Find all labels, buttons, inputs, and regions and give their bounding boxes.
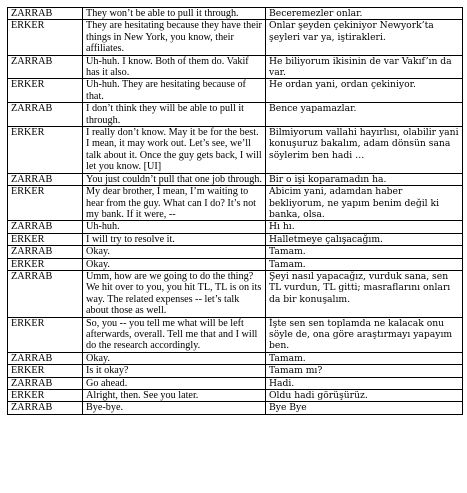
english-text-cell: Uh-huh. I know. Both of them do. Vakif has it also. (83, 55, 266, 79)
transcript-row (8, 233, 463, 245)
transcript-row (8, 390, 463, 402)
speaker-cell: ZARRAB (8, 8, 83, 20)
english-text-cell: Okay. (83, 258, 266, 270)
english-text-cell: I will try to resolve it. (83, 233, 266, 245)
speaker-cell: ZARRAB (8, 173, 83, 185)
english-text-cell: Go ahead. (83, 377, 266, 389)
turkish-text-cell: Tamam mı? (266, 365, 463, 377)
english-text-cell: Uh-huh. (83, 221, 266, 233)
transcript-table (7, 7, 463, 415)
speaker-cell: ZARRAB (8, 377, 83, 389)
speaker-cell: ZARRAB (8, 55, 83, 79)
transcript-row (8, 79, 463, 103)
speaker-cell: ERKER (8, 390, 83, 402)
speaker-cell: ERKER (8, 233, 83, 245)
english-text-cell: They won’t be able to pull it through. (83, 8, 266, 20)
transcript-row (8, 173, 463, 185)
speaker-cell: ERKER (8, 317, 83, 352)
transcript-row (8, 317, 463, 352)
turkish-text-cell: Hı hı. (266, 221, 463, 233)
speaker-cell: ERKER (8, 186, 83, 221)
english-text-cell: I don’t think they will be able to pull it through. (83, 103, 266, 127)
transcript-row (8, 365, 463, 377)
transcript-row (8, 402, 463, 414)
transcript-row (8, 258, 463, 270)
transcript-row (8, 270, 463, 317)
english-text-cell: Umm, how are we going to do the thing? We hit over to you, you hit TL, TL is on its way. The related expenses -- let’s talk about those as well. (83, 270, 266, 317)
turkish-text-cell: İşte sen sen toplamda ne kalacak onu söyle de, ona göre araştırmayı yapayım ben. (266, 317, 463, 352)
transcript-page (7, 7, 462, 415)
turkish-text-cell: Tamam. (266, 352, 463, 364)
english-text-cell: Is it okay? (83, 365, 266, 377)
english-text-cell: Okay. (83, 352, 266, 364)
speaker-cell: ZARRAB (8, 402, 83, 414)
turkish-text-cell: Tamam. (266, 246, 463, 258)
english-text-cell: Okay. (83, 246, 266, 258)
speaker-cell: ERKER (8, 127, 83, 174)
transcript-row (8, 186, 463, 221)
turkish-text-cell: Onlar şeyden çekiniyor Newyork’ta şeyleri var ya, iştirakleri. (266, 20, 463, 55)
turkish-text-cell: Halletmeye çalışacağım. (266, 233, 463, 245)
english-text-cell: I really don’t know. May it be for the best. I mean, it may work out. Let’s see, we’ll talk about it. Once the guy gets back, I will let you know. [UI] (83, 127, 266, 174)
transcript-row (8, 20, 463, 55)
turkish-text-cell: Hadi. (266, 377, 463, 389)
english-text-cell: You just couldn’t pull that one job through. (83, 173, 266, 185)
english-text-cell: So, you -- you tell me what will be left afterwards, overall. Tell me that and I will do the research accordingly. (83, 317, 266, 352)
speaker-cell: ERKER (8, 20, 83, 55)
speaker-cell: ZARRAB (8, 221, 83, 233)
speaker-cell: ZARRAB (8, 103, 83, 127)
turkish-text-cell: Oldu hadi görüşürüz. (266, 390, 463, 402)
speaker-cell: ERKER (8, 365, 83, 377)
speaker-cell: ZARRAB (8, 270, 83, 317)
turkish-text-cell: Bence yapamazlar. (266, 103, 463, 127)
transcript-row (8, 8, 463, 20)
turkish-text-cell: Bye Bye (266, 402, 463, 414)
turkish-text-cell: He biliyorum ikisinin de var Vakıf’ın da var. (266, 55, 463, 79)
english-text-cell: Uh-huh. They are hesitating because of that. (83, 79, 266, 103)
english-text-cell: Alright, then. See you later. (83, 390, 266, 402)
transcript-body (8, 8, 463, 415)
turkish-text-cell: Beceremezler onlar. (266, 8, 463, 20)
transcript-row (8, 127, 463, 174)
transcript-row (8, 221, 463, 233)
transcript-row (8, 55, 463, 79)
turkish-text-cell: Şeyi nasıl yapacağız, vurduk sana, sen TL vurdun, TL gitti; masraflarını onları da bir konuşalım. (266, 270, 463, 317)
english-text-cell: They are hesitating because they have their things in New York, you know, their affiliates. (83, 20, 266, 55)
turkish-text-cell: Abicim yani, adamdan haber bekliyorum, ne yapım benim değil ki banka, olsa. (266, 186, 463, 221)
speaker-cell: ERKER (8, 258, 83, 270)
transcript-row (8, 103, 463, 127)
speaker-cell: ZARRAB (8, 352, 83, 364)
transcript-row (8, 352, 463, 364)
turkish-text-cell: He ordan yani, ordan çekiniyor. (266, 79, 463, 103)
turkish-text-cell: Tamam. (266, 258, 463, 270)
english-text-cell: My dear brother, I mean, I’m waiting to hear from the guy. What can I do? It’s not my bank. If it were, -- (83, 186, 266, 221)
transcript-row (8, 246, 463, 258)
speaker-cell: ZARRAB (8, 246, 83, 258)
english-text-cell: Bye-bye. (83, 402, 266, 414)
speaker-cell: ERKER (8, 79, 83, 103)
turkish-text-cell: Bilmiyorum vallahi hayırlısı, olabilir yani konuşuruz bakalım, adam dönsün sana söylerim ben hadi … (266, 127, 463, 174)
transcript-row (8, 377, 463, 389)
turkish-text-cell: Bir o işi koparamadın ha. (266, 173, 463, 185)
